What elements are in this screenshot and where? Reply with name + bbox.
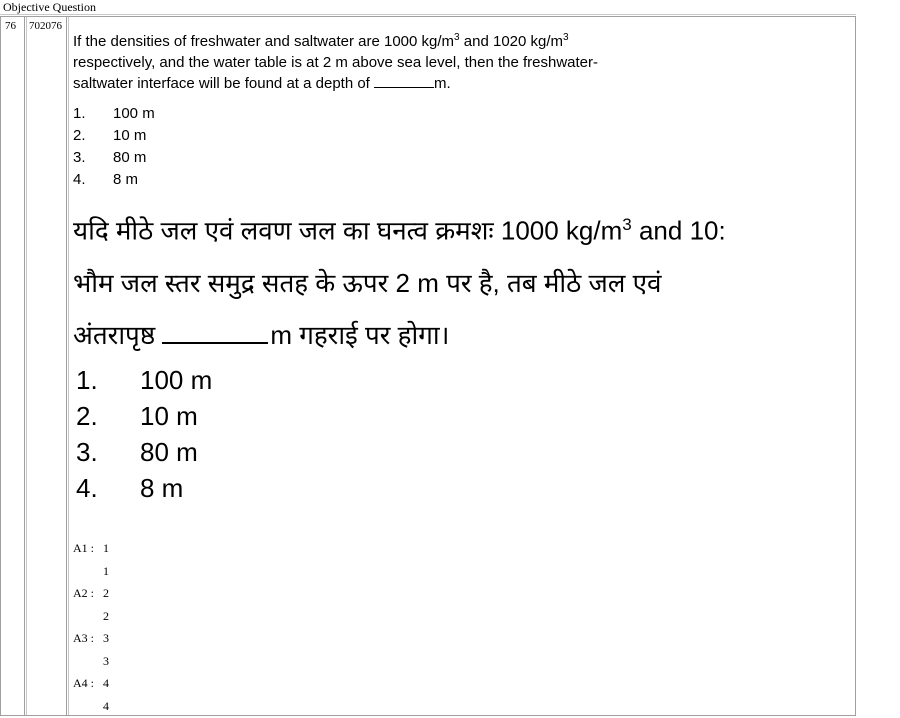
option-number: 2. bbox=[73, 127, 86, 144]
option-text: 8 m bbox=[140, 473, 184, 503]
question-text: and 10: bbox=[631, 215, 726, 246]
question-text: saltwater interface will be found at a depth of bbox=[73, 75, 375, 92]
option-item bbox=[76, 434, 212, 470]
answer-label: A3 : bbox=[73, 631, 94, 645]
answer-value: 3 bbox=[103, 631, 109, 645]
answer-label bbox=[73, 650, 103, 673]
superscript: 3 bbox=[622, 215, 632, 234]
answer-blank bbox=[374, 76, 434, 88]
answer-value: 1 bbox=[103, 563, 109, 578]
answer-row bbox=[73, 582, 109, 605]
option-number: 3. bbox=[76, 437, 98, 467]
option-number: 4. bbox=[76, 473, 98, 503]
option-item bbox=[73, 169, 155, 191]
option-item bbox=[76, 362, 212, 398]
question-text: If the densities of freshwater and saltwater are 1000 kg/m bbox=[73, 33, 455, 50]
question-content bbox=[73, 27, 856, 716]
question-text: m. bbox=[434, 75, 451, 92]
column-divider bbox=[66, 17, 67, 715]
option-text: 10 m bbox=[140, 401, 198, 431]
option-text: 10 m bbox=[113, 127, 147, 144]
question-line bbox=[73, 309, 856, 361]
question-line bbox=[73, 73, 673, 94]
question-text: and 1020 kg/m bbox=[459, 33, 564, 50]
answer-value: 4 bbox=[103, 698, 109, 713]
option-number: 1. bbox=[76, 365, 98, 395]
answer-row bbox=[73, 627, 109, 650]
answer-key bbox=[73, 537, 109, 716]
option-number: 2. bbox=[76, 401, 98, 431]
answer-row bbox=[73, 650, 109, 673]
option-text: 100 m bbox=[113, 105, 155, 122]
question-line: respectively, and the water table is at 2 m above sea level, then the freshwater- bbox=[73, 54, 598, 71]
question-text-hindi bbox=[73, 199, 856, 361]
option-item bbox=[76, 470, 212, 506]
option-text: 80 m bbox=[140, 437, 198, 467]
section-title: Objective Question bbox=[3, 0, 96, 14]
superscript: 3 bbox=[563, 32, 569, 43]
answer-value: 1 bbox=[103, 541, 109, 555]
column-divider bbox=[68, 17, 69, 715]
answer-value: 2 bbox=[103, 586, 109, 600]
answer-row bbox=[73, 695, 109, 717]
answer-label bbox=[73, 695, 103, 717]
option-number: 1. bbox=[73, 105, 86, 122]
question-text: m गहराई पर होगा। bbox=[270, 319, 450, 350]
column-divider bbox=[26, 17, 27, 715]
answer-value: 2 bbox=[103, 608, 109, 623]
answer-label bbox=[73, 560, 103, 583]
question-id: 702076 bbox=[29, 20, 62, 32]
answer-value: 3 bbox=[103, 653, 109, 668]
question-line bbox=[73, 27, 673, 52]
answer-label bbox=[73, 605, 103, 628]
options-english bbox=[73, 103, 155, 191]
question-number: 76 bbox=[5, 20, 16, 32]
answer-row bbox=[73, 672, 109, 695]
option-number: 4. bbox=[73, 171, 86, 188]
answer-row bbox=[73, 605, 109, 628]
option-number: 3. bbox=[73, 149, 86, 166]
answer-row bbox=[73, 560, 109, 583]
header-divider bbox=[0, 14, 856, 15]
superscript: 3 bbox=[454, 32, 460, 43]
answer-value: 4 bbox=[103, 676, 109, 690]
answer-label: A2 : bbox=[73, 586, 94, 600]
answer-label: A1 : bbox=[73, 541, 94, 555]
option-text: 100 m bbox=[140, 365, 213, 395]
option-text: 8 m bbox=[113, 171, 139, 188]
question-text: यदि मीठे जल एवं लवण जल का घनत्व क्रमशः 1000 kg/m bbox=[73, 215, 623, 246]
question-line bbox=[73, 199, 856, 257]
answer-row bbox=[73, 537, 109, 560]
option-item bbox=[73, 147, 155, 169]
option-text: 80 m bbox=[113, 149, 147, 166]
options-hindi bbox=[76, 362, 212, 506]
option-item bbox=[76, 398, 212, 434]
option-item bbox=[73, 125, 155, 147]
question-text: अंतरापृष्ठ bbox=[73, 319, 163, 350]
answer-blank bbox=[162, 324, 268, 344]
answer-label: A4 : bbox=[73, 676, 94, 690]
question-line: भौम जल स्तर समुद्र सतह के ऊपर 2 m पर है, तब मीठे जल एवं bbox=[73, 267, 662, 298]
question-text-english bbox=[73, 27, 673, 94]
column-divider bbox=[24, 17, 25, 715]
option-item bbox=[73, 103, 155, 125]
